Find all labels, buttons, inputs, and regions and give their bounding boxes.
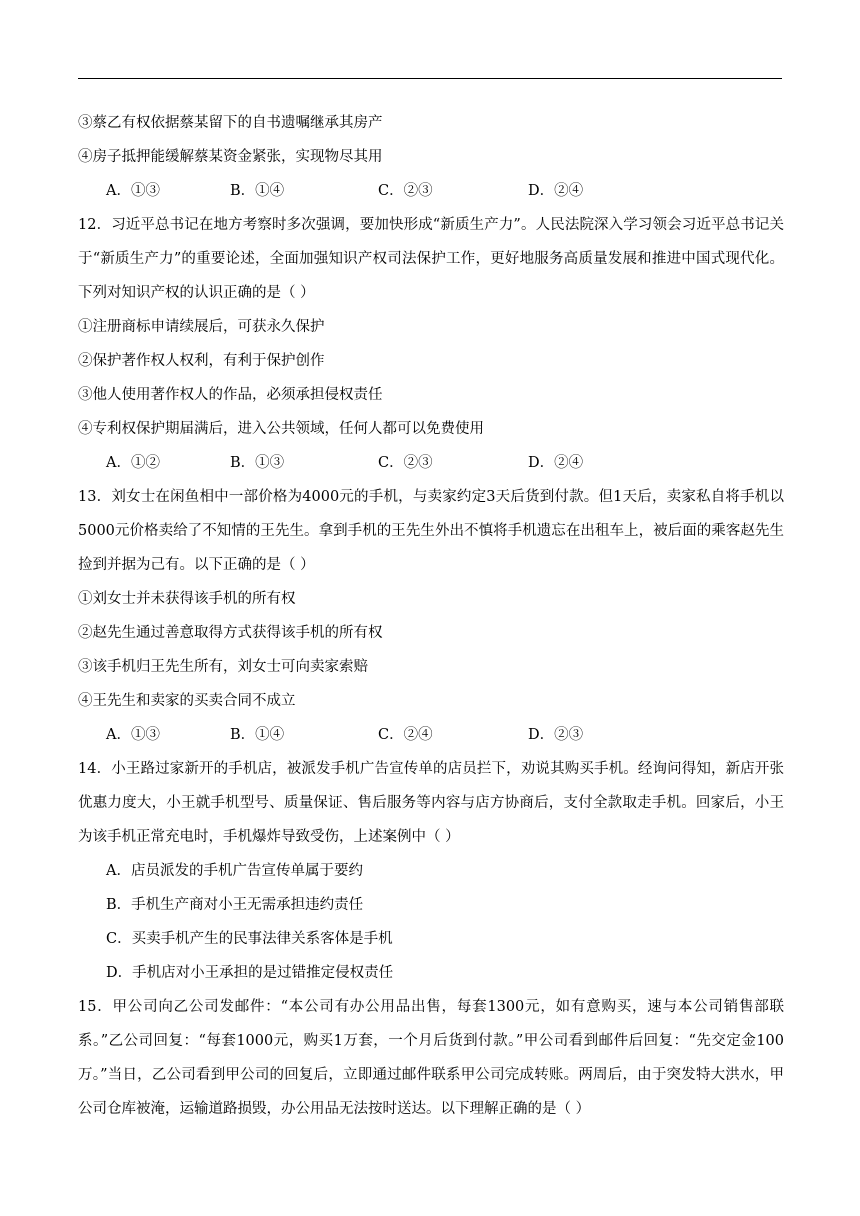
- answer-options-row: [78, 174, 784, 208]
- option-c: C．②③: [378, 183, 433, 199]
- option-a: A．①③: [106, 727, 160, 743]
- option-a: A．①③: [106, 183, 160, 199]
- question-12-stem: 12．习近平总书记在地方考察时多次强调，要加快形成“新质生产力”。人民法院深入学习领会习近平总书记关于“新质生产力”的重要论述，全面加强知识产权司法保护工作，更好地服务高质量发展和推进中国式现代化。下列对知识产权的认识正确的是（ ）: [78, 217, 784, 301]
- option-a: A．①②: [106, 455, 160, 471]
- question-13-stem: 13．刘女士在闲鱼相中一部价格为4000元的手机，与卖家约定3天后货到付款。但1天后，卖家私自将手机以5000元价格卖给了不知情的王先生。拿到手机的王先生外出不慎将手机遗忘在出租车上，被后面的乘客赵先生捡到并据为己有。以下正确的是（ ）: [78, 489, 784, 573]
- answer-options-row: [78, 446, 784, 480]
- statement-item: ③蔡乙有权依据蔡某留下的自书遗嘱继承其房产: [78, 115, 383, 131]
- option-b: B．①③: [230, 455, 285, 471]
- option-c: C．②④: [378, 727, 433, 743]
- option-b: B．手机生产商对小王无需承担违约责任: [106, 897, 364, 913]
- statement-item: ④房子抵押能缓解蔡某资金紧张，实现物尽其用: [78, 149, 383, 165]
- option-b: B．①④: [230, 727, 285, 743]
- option-b: B．①④: [230, 183, 285, 199]
- statement-item: ①刘女士并未获得该手机的所有权: [78, 591, 296, 607]
- option-d: D．②④: [528, 183, 584, 199]
- statement-item: ③该手机归王先生所有，刘女士可向卖家索赔: [78, 659, 368, 675]
- header-rule: [78, 78, 782, 79]
- statement-item: ②赵先生通过善意取得方式获得该手机的所有权: [78, 625, 383, 641]
- statement-item: ④专利权保护期届满后，进入公共领域，任何人都可以免费使用: [78, 421, 484, 437]
- statement-item: ③他人使用著作权人的作品，必须承担侵权责任: [78, 387, 383, 403]
- answer-options-row: [78, 718, 784, 752]
- exam-page-content: [78, 106, 784, 1126]
- option-a: A．店员派发的手机广告宣传单属于要约: [106, 863, 363, 879]
- question-15-stem: 15．甲公司向乙公司发邮件：“本公司有办公用品出售，每套1300元，如有意购买，速与本公司销售部联系。”乙公司回复：“每套1000元，购买1万套，一个月后货到付款。”甲公司看到邮件后回复：“先交定金100万。”当日，乙公司看到甲公司的回复后，立即通过邮件联系甲公司完成转账。两周后，由于突发特大洪水，甲公司仓库被淹，运输道路损毁，办公用品无法按时送达。以下理解正确的是（ ）: [78, 999, 784, 1117]
- option-d: D．②③: [528, 727, 584, 743]
- statement-item: ②保护著作权人权利，有利于保护创作: [78, 353, 325, 369]
- question-14-stem: 14．小王路过家新开的手机店，被派发手机广告宣传单的店员拦下，劝说其购买手机。经询问得知，新店开张优惠力度大，小王就手机型号、质量保证、售后服务等内容与店方协商后，支付全款取走手机。回家后，小王为该手机正常充电时，手机爆炸导致受伤，上述案例中（ ）: [78, 761, 784, 845]
- statement-item: ①注册商标申请续展后，可获永久保护: [78, 319, 325, 335]
- option-c: C．②③: [378, 455, 433, 471]
- option-d: D．手机店对小王承担的是过错推定侵权责任: [106, 965, 394, 981]
- statement-item: ④王先生和卖家的买卖合同不成立: [78, 693, 296, 709]
- option-d: D．②④: [528, 455, 584, 471]
- option-c: C．买卖手机产生的民事法律关系客体是手机: [106, 931, 393, 947]
